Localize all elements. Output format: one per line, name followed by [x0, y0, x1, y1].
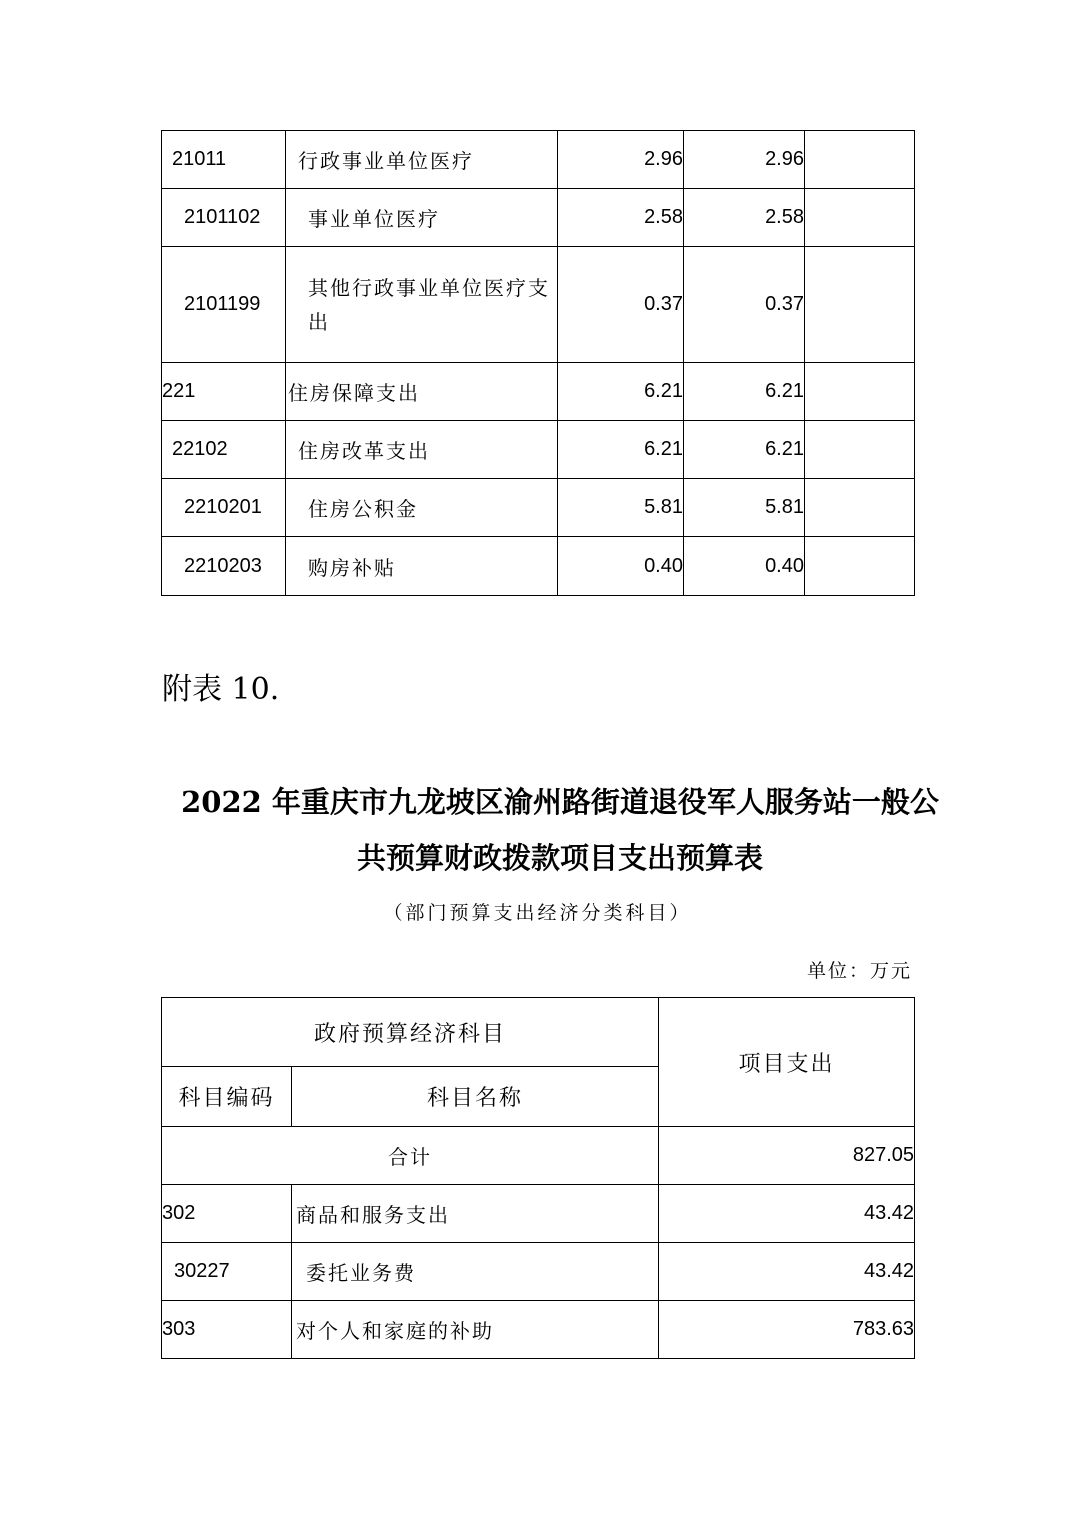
table-row — [162, 189, 915, 247]
code-cell: 2210201 — [162, 479, 286, 537]
code-cell: 2210203 — [162, 537, 286, 596]
value-cell: 43.42 — [659, 1185, 915, 1243]
value-cell: 0.37 — [558, 247, 684, 363]
value-cell: 0.40 — [558, 537, 684, 596]
name-cell: 其他行政事业单位医疗支出 — [286, 247, 558, 363]
table-row — [162, 537, 915, 596]
value-cell — [805, 537, 915, 596]
code-cell: 22102 — [162, 421, 286, 479]
code-cell: 2101102 — [162, 189, 286, 247]
expenditure-table-continued — [161, 130, 915, 596]
name-cell: 商品和服务支出 — [292, 1185, 659, 1243]
name-cell: 行政事业单位医疗 — [286, 131, 558, 189]
value-cell — [805, 479, 915, 537]
table-row — [162, 1301, 915, 1359]
value-cell: 2.96 — [684, 131, 805, 189]
value-cell — [805, 363, 915, 421]
value-cell — [805, 421, 915, 479]
table-title-line-2: 共预算财政拨款项目支出预算表 — [356, 841, 763, 875]
value-cell — [805, 189, 915, 247]
value-cell: 2.58 — [684, 189, 805, 247]
code-cell: 30227 — [162, 1243, 292, 1301]
value-cell: 6.21 — [558, 421, 684, 479]
code-cell: 303 — [162, 1301, 292, 1359]
value-cell: 6.21 — [684, 363, 805, 421]
project-expenditure-table — [161, 997, 915, 1359]
value-cell — [805, 131, 915, 189]
name-cell: 住房改革支出 — [286, 421, 558, 479]
table-row — [162, 1243, 915, 1301]
value-cell: 783.63 — [659, 1301, 915, 1359]
name-cell: 住房保障支出 — [286, 363, 558, 421]
table-subtitle: （部门预算支出经济分类科目） — [383, 902, 692, 924]
code-cell: 21011 — [162, 131, 286, 189]
table-title-line-1: 2022 年重庆市九龙坡区渝州路街道退役军人服务站一般公 — [181, 785, 939, 819]
appendix-label: 附表 10. — [162, 672, 280, 707]
name-cell: 对个人和家庭的补助 — [292, 1301, 659, 1359]
total-label-cell: 合计 — [162, 1127, 659, 1185]
code-cell: 2101199 — [162, 247, 286, 363]
value-cell: 5.81 — [558, 479, 684, 537]
table-row — [162, 479, 915, 537]
value-cell: 43.42 — [659, 1243, 915, 1301]
name-cell: 委托业务费 — [292, 1243, 659, 1301]
header-group-cell: 政府预算经济科目 — [162, 998, 659, 1067]
unit-label: 单位：万元 — [806, 960, 912, 982]
header-name-cell: 科目名称 — [292, 1067, 659, 1127]
value-cell — [805, 247, 915, 363]
code-cell: 221 — [162, 363, 286, 421]
header-code-cell: 科目编码 — [162, 1067, 292, 1127]
name-cell: 住房公积金 — [286, 479, 558, 537]
value-cell: 5.81 — [684, 479, 805, 537]
table-row — [162, 1185, 915, 1243]
table-row — [162, 131, 915, 189]
value-cell: 2.96 — [558, 131, 684, 189]
value-cell: 6.21 — [684, 421, 805, 479]
value-cell: 2.58 — [558, 189, 684, 247]
table-row — [162, 363, 915, 421]
header-value-cell: 项目支出 — [659, 998, 915, 1127]
table-row — [162, 247, 915, 363]
value-cell: 6.21 — [558, 363, 684, 421]
name-cell: 购房补贴 — [286, 537, 558, 596]
total-value-cell: 827.05 — [659, 1127, 915, 1185]
value-cell: 0.40 — [684, 537, 805, 596]
code-cell: 302 — [162, 1185, 292, 1243]
table-row — [162, 421, 915, 479]
name-cell: 事业单位医疗 — [286, 189, 558, 247]
value-cell: 0.37 — [684, 247, 805, 363]
